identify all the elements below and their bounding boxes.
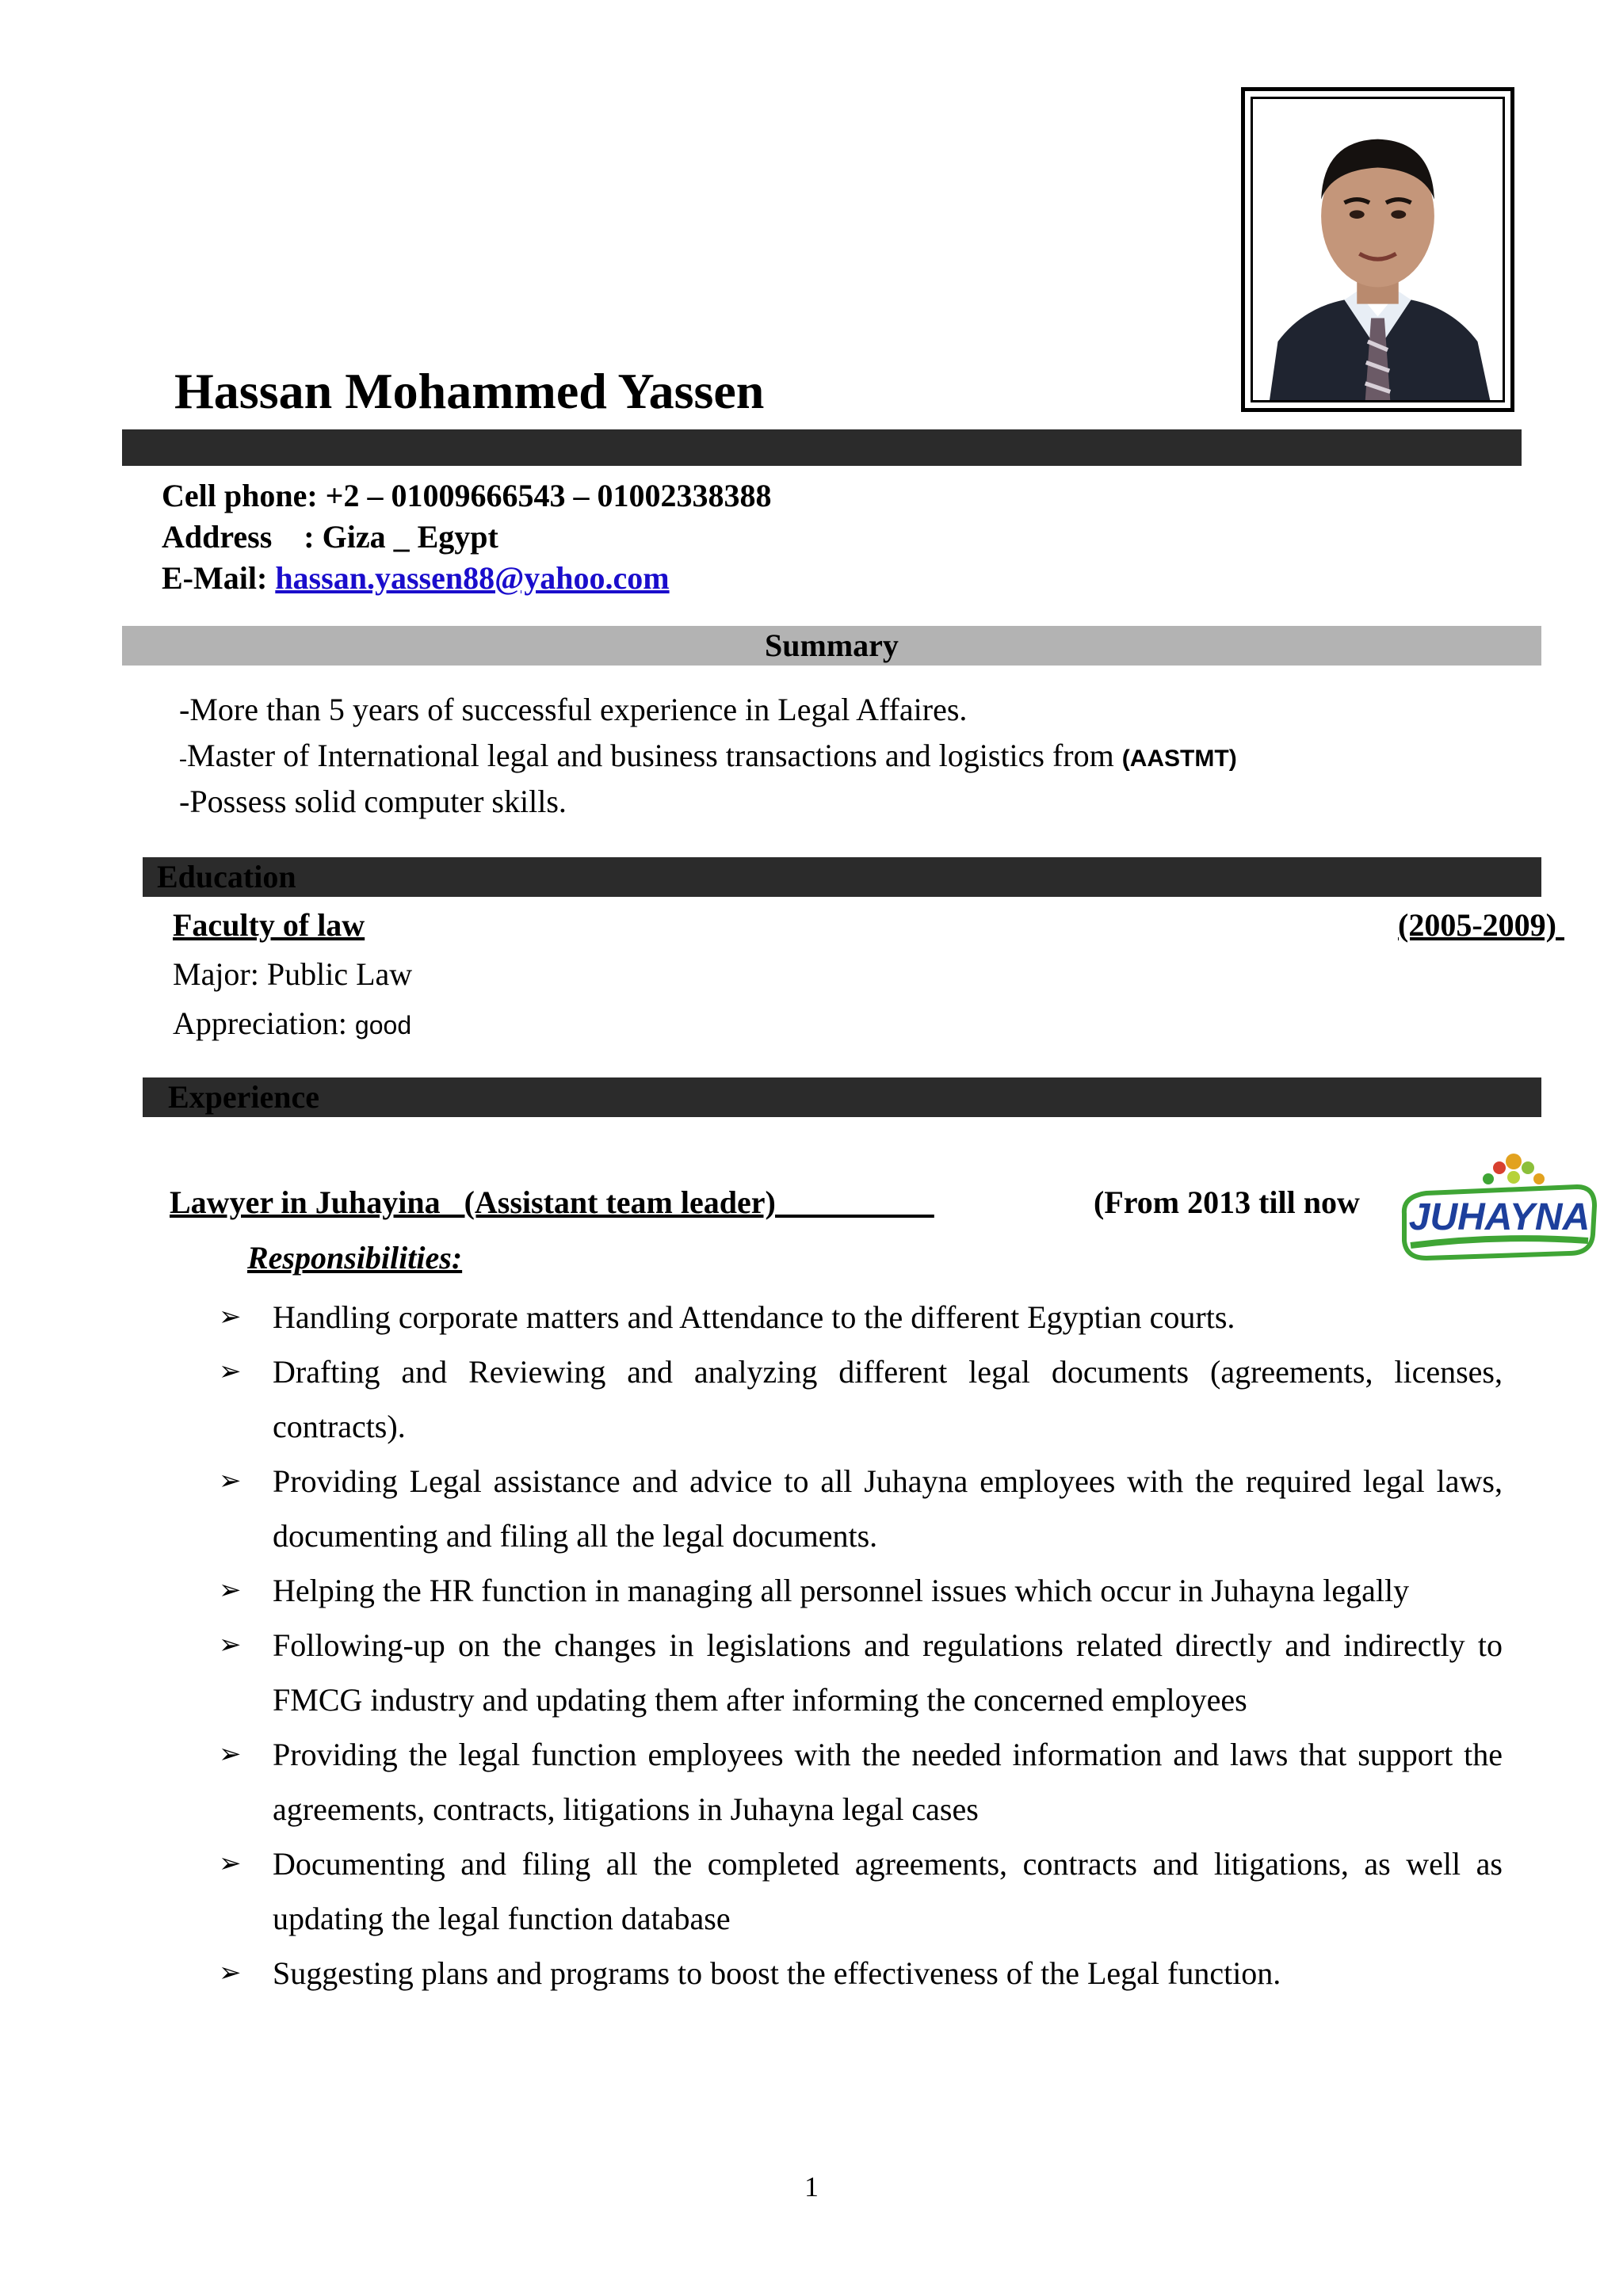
list-item (219, 1344, 1503, 1454)
juhayna-logo (1395, 1141, 1599, 1264)
arrow-bullet-icon: ➢ (219, 1574, 242, 1606)
experience-heading: Experience (143, 1077, 1541, 1117)
summary-master-text: Master of International legal and business transactions and logistics from (187, 738, 1122, 773)
bullet-text: Providing the legal function employees with the needed information and laws that support the agreements, contracts, litigations in Juhayna legal cases (273, 1737, 1503, 1827)
bullet-text: Helping the HR function in managing all personnel issues which occur in Juhayna legally (273, 1573, 1410, 1608)
education-appreciation (173, 1005, 412, 1041)
candidate-name: Hassan Mohammed Yassen (174, 363, 765, 419)
arrow-bullet-icon: ➢ (219, 1957, 242, 1989)
arrow-bullet-icon: ➢ (219, 1301, 242, 1333)
arrow-bullet-icon: ➢ (219, 1629, 242, 1661)
education-school: Faculty of law (173, 907, 365, 943)
summary-heading: Summary (122, 626, 1541, 666)
summary-item-master (179, 740, 1237, 772)
responsibilities-list (219, 1290, 1503, 2000)
name-divider-bar (122, 429, 1522, 466)
bullet-text: Drafting and Reviewing and analyzing different legal documents (agreements, licenses, contracts). (273, 1354, 1503, 1444)
summary-item-experience: -More than 5 years of successful experience in Legal Affaires. (179, 692, 968, 727)
juhayna-logo-icon (1395, 1141, 1599, 1264)
bullet-text: Documenting and filing all the completed agreements, contracts and litigations, as well as updating the legal function database (273, 1846, 1503, 1936)
profile-photo (1251, 97, 1505, 402)
education-entry (173, 907, 1564, 943)
bullet-text: Following-up on the changes in legislations and regulations related directly and indirectly to FMCG industry and updating them after informing the concerned employees (273, 1627, 1503, 1718)
cell-phone: Cell phone: +2 – 01009666543 – 01002338388 (162, 478, 772, 513)
address: Address : Giza _ Egypt (162, 519, 498, 555)
arrow-bullet-icon: ➢ (219, 1738, 242, 1770)
education-major: Major: Public Law (173, 956, 413, 992)
arrow-bullet-icon: ➢ (219, 1465, 242, 1497)
page-number: 1 (804, 2171, 819, 2203)
list-item (219, 1836, 1503, 1946)
summary-item-skills: -Possess solid computer skills. (179, 784, 567, 819)
email-label: E-Mail: (162, 560, 276, 596)
list-item (219, 1727, 1503, 1836)
email-link[interactable]: hassan.yassen88@yahoo.com (275, 560, 670, 596)
arrow-bullet-icon: ➢ (219, 1356, 242, 1387)
summary-master-abbr: (AASTMT) (1121, 746, 1237, 772)
job-period: (From 2013 till now (1094, 1184, 1360, 1220)
email-line (162, 560, 670, 596)
profile-photo-frame (1241, 87, 1514, 412)
summary-dash: - (179, 746, 187, 772)
list-item (219, 1618, 1503, 1727)
bullet-text: Providing Legal assistance and advice to all Juhayna employees with the required legal laws, documenting and filing all the legal documents. (273, 1463, 1503, 1554)
list-item (219, 1454, 1503, 1563)
job-title: Lawyer in Juhayina_ (Assistant team leader) _ (170, 1184, 934, 1220)
education-heading: Education (143, 857, 1541, 897)
list-item (219, 1946, 1503, 2000)
list-item (219, 1290, 1503, 1344)
responsibilities-label: Responsibilities: (247, 1240, 463, 1276)
list-item (219, 1563, 1503, 1618)
portrait-image (1253, 99, 1503, 400)
bullet-text: Handling corporate matters and Attendance to the different Egyptian courts. (273, 1299, 1235, 1335)
education-years: (2005-2009) (1398, 907, 1564, 943)
bullet-text: Suggesting plans and programs to boost the effectiveness of the Legal function. (273, 1955, 1281, 1991)
logo-wordmark: JUHAYNA (1408, 1196, 1591, 1238)
appreciation-value: good (354, 1011, 412, 1039)
appreciation-label: Appreciation: (173, 1005, 355, 1041)
arrow-bullet-icon: ➢ (219, 1848, 242, 1879)
